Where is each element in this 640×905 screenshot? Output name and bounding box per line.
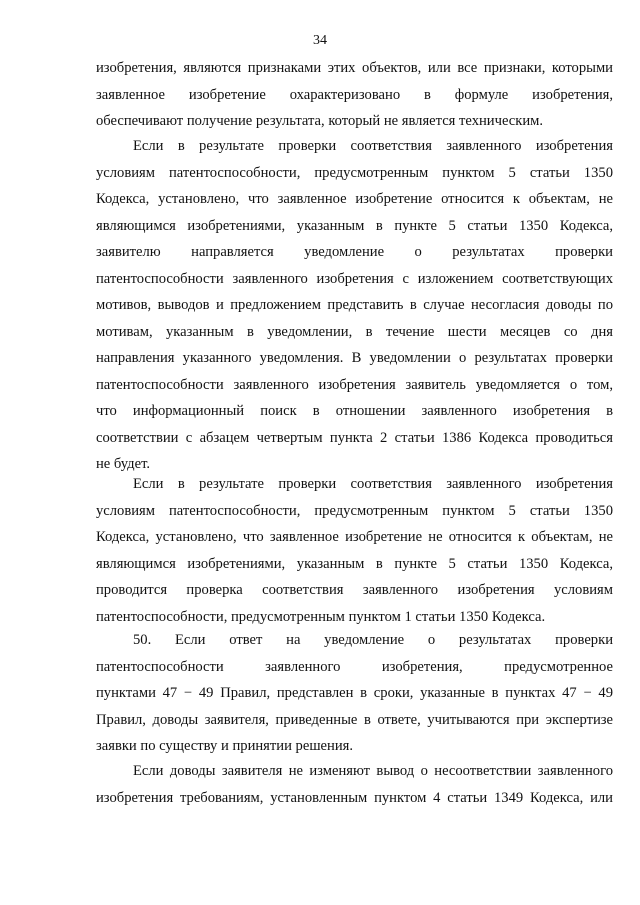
text-line: соответствии с абзацем четвертым пункта 2 статьи 1386 Кодекса проводиться: [96, 429, 613, 446]
text-line: мотивам, указанным в уведомлении, в течение шести месяцев со дня: [96, 323, 613, 340]
page-number: 34: [313, 33, 327, 48]
text-line: обеспечивают получение результата, который не является техническим.: [96, 113, 544, 129]
text-line: проводится проверка соответствия заявленного изобретения условиям: [96, 582, 613, 598]
paragraph: [96, 758, 613, 811]
text-line: являющимся изобретениями, указанным в пункте 5 статьи 1350 Кодекса,: [96, 555, 613, 572]
text-line: Правил, доводы заявителя, приведенные в ответе, учитываются при экспертизе: [96, 711, 613, 728]
text-line: заявленное изобретение охарактеризовано в формуле изобретения,: [96, 86, 613, 103]
text-line: не будет.: [96, 456, 151, 472]
text-line: заявителю направляется уведомление о результатах проверки: [96, 244, 613, 260]
paragraph: [96, 133, 613, 478]
text-line: условиям патентоспособности, предусмотренным пунктом 5 статьи 1350: [96, 502, 613, 519]
text-line: мотивов, выводов и предложением представить в случае несогласия доводы по: [96, 297, 613, 313]
text-line: Кодекса, установлено, что заявленное изобретение относится к объектам, не: [96, 191, 613, 207]
paragraph: [96, 627, 613, 760]
text-line: патентоспособности заявленного изобретения с изложением соответствующих: [96, 270, 613, 287]
text-line: условиям патентоспособности, предусмотренным пунктом 5 статьи 1350: [96, 164, 613, 181]
text-line: Если в результате проверки соответствия заявленного изобретения: [133, 476, 613, 492]
text-line: что информационный поиск в отношении заявленного изобретения в: [96, 403, 613, 419]
text-line: Кодекса, установлено, что заявленное изобретение не относится к объектам, не: [96, 529, 613, 545]
text-line: являющимся изобретениями, указанным в пункте 5 статьи 1350 Кодекса,: [96, 217, 613, 234]
text-line: изобретения, являются признаками этих объектов, или все признаки, которыми: [96, 60, 613, 76]
text-line: 50. Если ответ на уведомление о результатах проверки: [133, 632, 613, 648]
text-line: Если доводы заявителя не изменяют вывод о несоответствии заявленного: [133, 763, 613, 779]
paragraph: [96, 471, 613, 630]
text-line: пунктами 47 − 49 Правил, представлен в сроки, указанные в пунктах 47 − 49: [96, 685, 613, 701]
text-line: патентоспособности, предусмотренным пунктом 1 статьи 1350 Кодекса.: [96, 608, 546, 625]
text-line: направления указанного уведомления. В уведомлении о результатах проверки: [96, 350, 613, 366]
text-line: патентоспособности заявленного изобретения, предусмотренное: [96, 658, 613, 675]
text-line: заявки по существу и принятии решения.: [96, 738, 354, 754]
text-line: Если в результате проверки соответствия заявленного изобретения: [133, 138, 613, 154]
text-line: изобретения требованиям, установленным пунктом 4 статьи 1349 Кодекса, или: [96, 789, 613, 806]
paragraph: [96, 55, 613, 135]
text-line: патентоспособности заявленного изобретения заявитель уведомляется о том,: [96, 376, 613, 393]
